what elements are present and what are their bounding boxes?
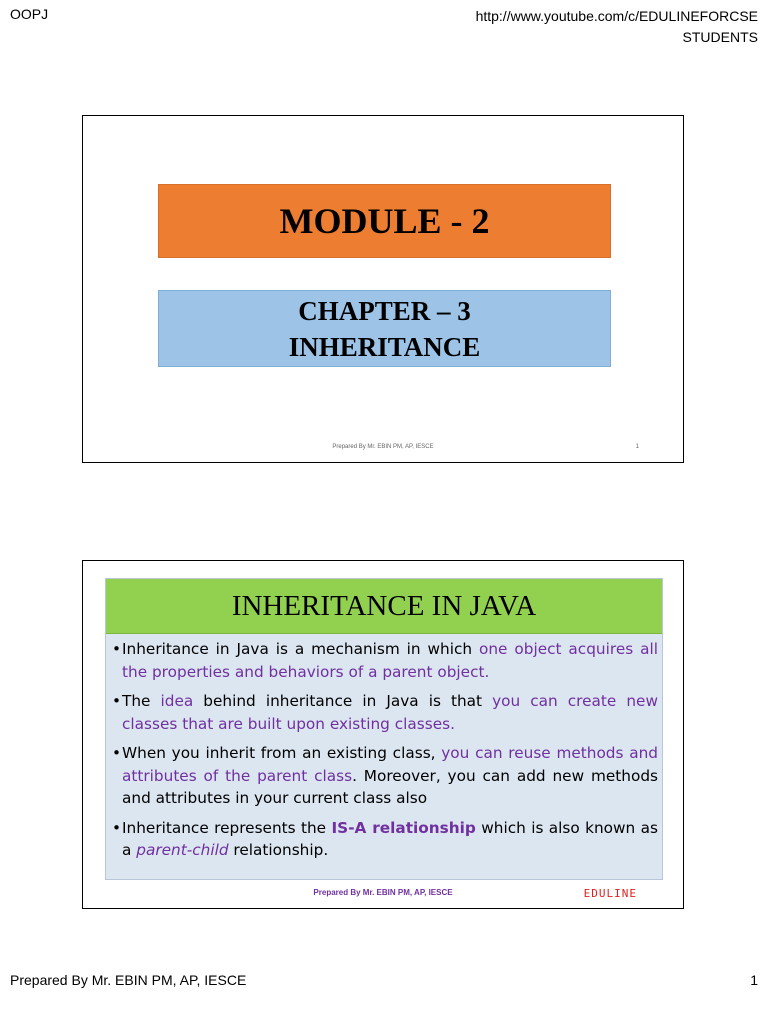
bullet-item (112, 638, 658, 683)
eduline-logo: EDULINE (583, 887, 637, 900)
bullet-text: Inheritance represents the (122, 818, 332, 837)
bullet-list (106, 634, 662, 862)
bullet-highlight: idea (160, 692, 194, 710)
chapter-number: CHAPTER – 3 (298, 295, 471, 326)
header-url[interactable] (476, 6, 758, 48)
bullet-text: When you inherit from an existing class, (122, 744, 442, 762)
chapter-title: INHERITANCE (288, 331, 481, 362)
bullet-item (112, 817, 658, 862)
slide-2-footer: Prepared By Mr. EBIN PM, AP, IESCE (313, 888, 453, 897)
bullet-highlight-italic: parent-child (136, 841, 229, 859)
bullet-text: which is also known as a (122, 818, 658, 859)
chapter-box (158, 290, 611, 367)
page-number: 1 (750, 972, 758, 988)
header-url-line1: http://www.youtube.com/c/EDULINEFORCSE (475, 8, 758, 24)
bullet-text: relationship. (228, 841, 329, 859)
bullet-text: Inheritance in Java is a mechanism in which (122, 640, 479, 658)
header-url-line2: STUDENTS (682, 29, 758, 45)
slide-1-footer: Prepared By Mr. EBIN PM, AP, IESCE (332, 444, 434, 450)
bullet-text: The (122, 692, 161, 710)
bullet-item (112, 690, 658, 735)
bullet-item (112, 742, 658, 810)
bullet-text: . Moreover, you can add new methods and attributes in your current class also (122, 766, 658, 807)
slide-2-title: INHERITANCE IN JAVA (106, 579, 662, 634)
slide-2 (82, 560, 684, 909)
bullet-text: behind inheritance in Java is that (193, 692, 493, 710)
header-course-code: OOPJ (10, 6, 49, 22)
page-footer: Prepared By Mr. EBIN PM, AP, IESCE (10, 972, 247, 988)
bullet-highlight: one object acquires all the properties and behaviors of a parent object. (122, 640, 658, 681)
bullet-highlight: you can reuse methods and attributes of the parent class (122, 744, 658, 785)
slide-1-number: 1 (635, 444, 639, 450)
slide-1 (82, 115, 684, 463)
slide-2-content (105, 578, 663, 880)
module-title: MODULE - 2 (158, 184, 611, 258)
bullet-highlight-bold: IS-A relationship (331, 818, 476, 837)
bullet-highlight: you can create new classes that are built upon existing classes. (122, 692, 658, 733)
